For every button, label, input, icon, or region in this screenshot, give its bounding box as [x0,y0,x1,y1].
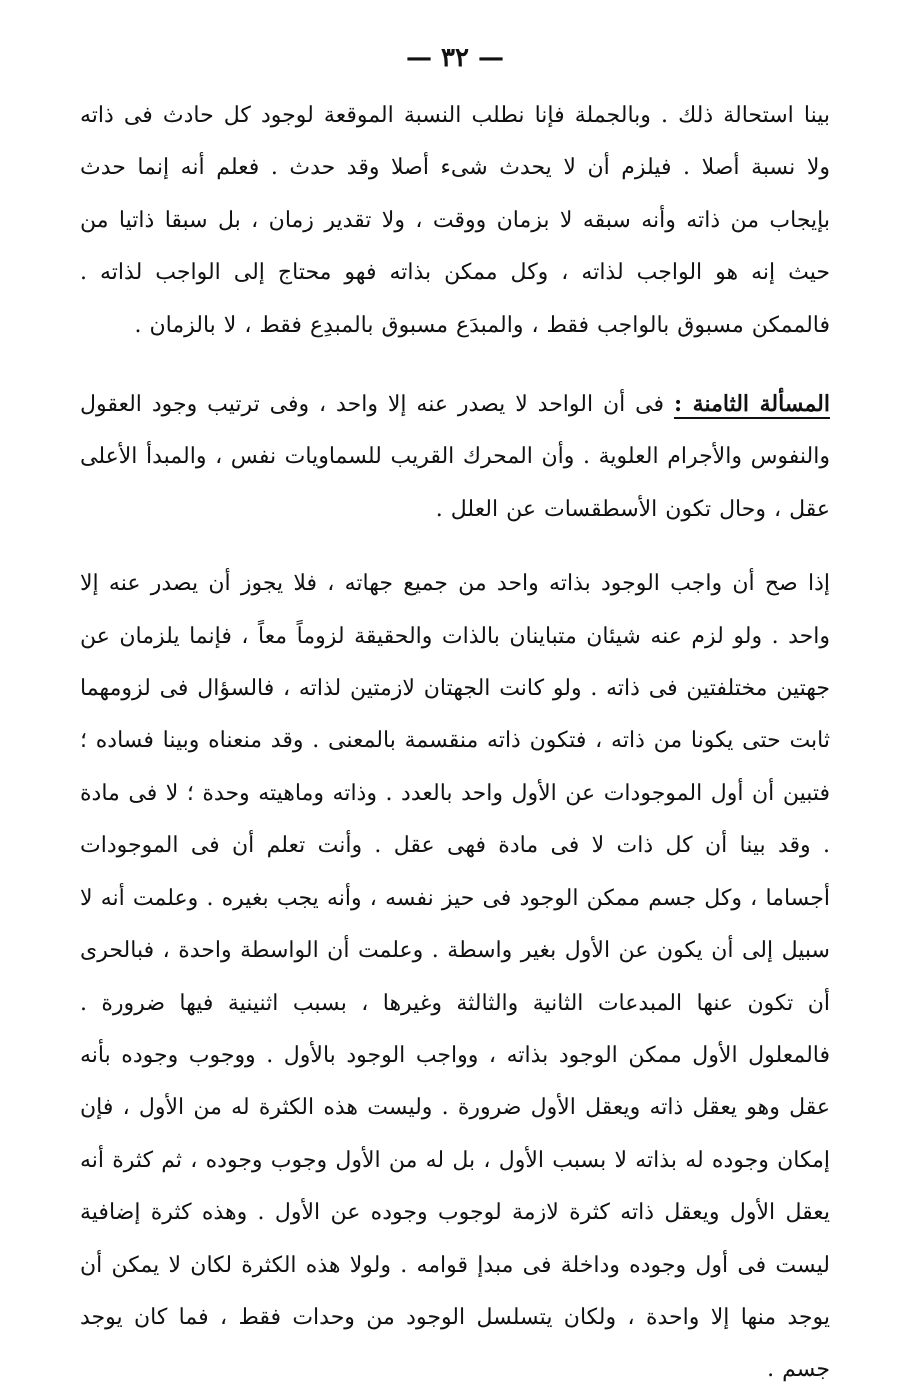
section-paragraph [80,378,830,536]
page-number: — ٣٢ — [405,43,505,73]
paragraph-spacer [80,352,830,378]
section-heading: المسألة الثامنة : [673,391,830,418]
paragraph-1: بينا استحالة ذلك . وبالجملة فإنا نطلب النسبة الموقعة لوجود كل حادث فى ذاته ولا نسبة أصلا . فيلزم أن لا يحدث شىء أصلا وقد حدث . فعلم أنه إنما حدث بإيجاب من ذاته وأنه سبقه لا بزمان ووقت ، ولا تقدير زمان ، بل سبقا ذاتيا من حيث إنه هو الواجب لذاته ، وكل ممكن بذاته فهو محتاج إلى الواجب لذاته . فالممكن مسبوق بالواجب فقط ، والمبدَع مسبوق بالمبدِع فقط ، لا بالزمان . [80,103,830,338]
paragraph-2: إذا صح أن واجب الوجود بذاته واحد من جميع جهاته ، فلا يجوز أن يصدر عنه إلا واحد . ولو لزم عنه شيئان متباينان بالذات والحقيقة لزوماً معاً ، فإنما يلزمان عن جهتين مختلفتين فى ذاته . ولو كانت الجهتان لازمتين لذاته ، فالسؤال فى لزومهما ثابت حتى يكونا من ذاته ، فتكون ذاته منقسمة بالمعنى . وقد منعناه وبينا فساده ؛ فتبين أن أول الموجودات عن الأول واحد بالعدد . وذاته وماهيته وحدة ؛ لا فى مادة . وقد بينا أن كل ذات لا فى مادة فهى عقل . وأنت تعلم أن فى الموجودات أجساما ، وكل جسم ممكن الوجود فى حيز نفسه ، وأنه يجب بغيره . وعلمت أنه لا سبيل إلى أن يكون عن الأول بغير واسطة . وعلمت أن الواسطة واحدة ، فبالحرى أن تكون عنها المبدعات الثانية والثالثة وغيرها ، بسبب اثنينية فيها ضرورة . فالمعلول الأول ممكن الوجود بذاته ، وواجب الوجود بالأول . ووجوب وجوده بأنه عقل وهو يعقل ذاته ويعقل الأول ضرورة . وليست هذه الكثرة له من الأول ، فإن إمكان وجوده له بذاته لا بسبب الأول ، بل له من الأول وجوب وجوده ، ثم كثرة أنه يعقل الأول ويعقل ذاته كثرة لازمة لوجوب وجوده عن الأول . وهذه كثرة إضافية ليست فى أول وجوده وداخلة فى مبدإ قوامه . ولولا هذه الكثرة لكان لا يمكن أن يوجد منها إلا واحدة ، ولكان يتسلسل الوجود من وحدات فقط ، فما كان يوجد جسم . [80,571,831,1383]
section-title-text: فى أن الواحد لا يصدر عنه إلا واحد ، وفى ترتيب وجود العقول والنفوس والأجرام العلوية . وأن المحرك القريب للسماويات نفس ، والمبدأ الأعلى عقل ، وحال تكون الأسطقسات عن العلل . [80,392,830,522]
paragraph-spacer [80,536,830,558]
